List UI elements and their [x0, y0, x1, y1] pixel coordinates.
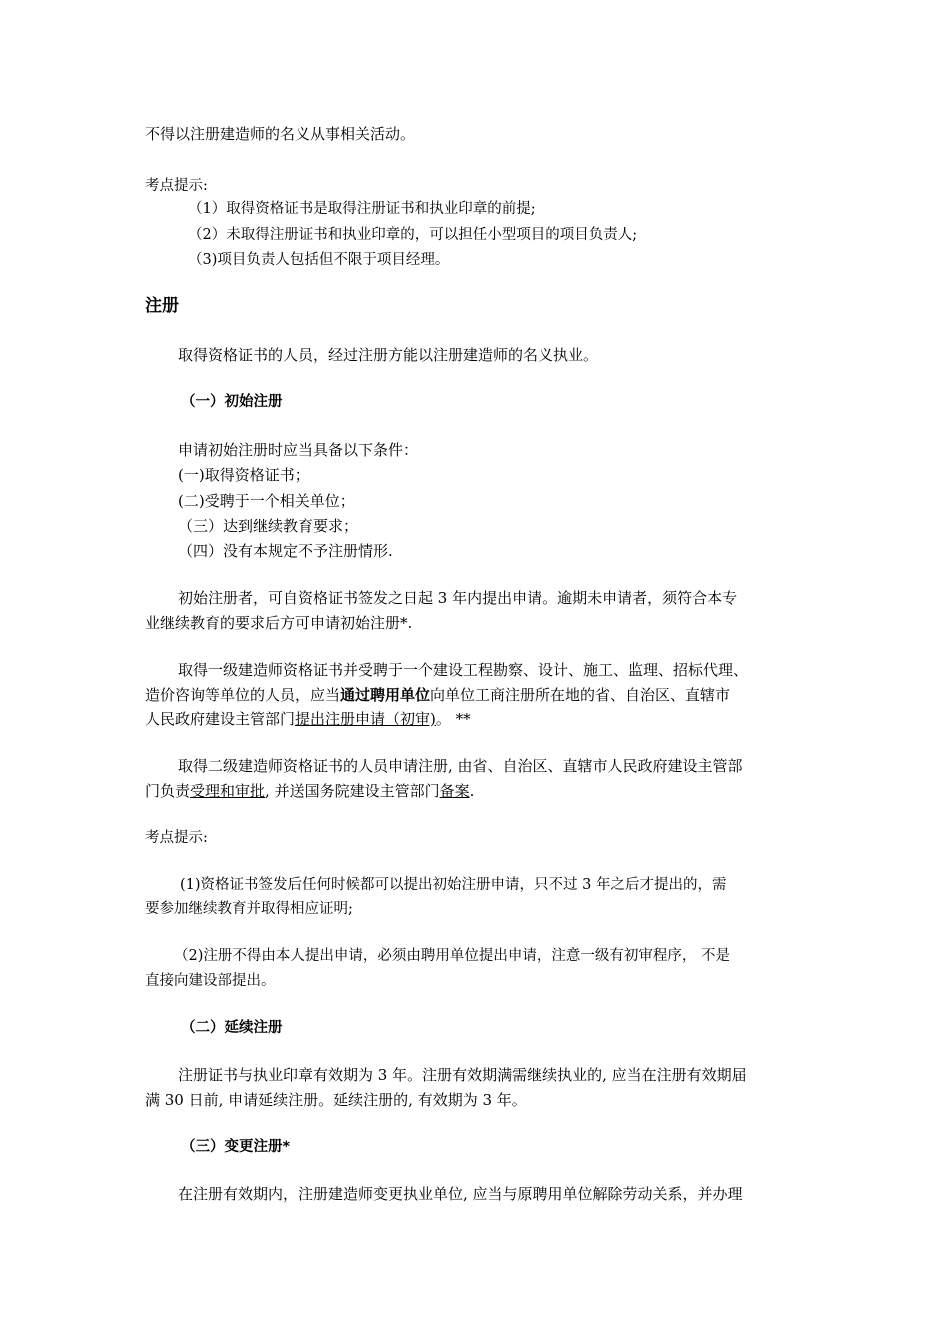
level2-underline-record: 备案	[439, 782, 470, 800]
tip2-item-1-line-1: (1)资格证书签发后任何时候都可以提出初始注册申请，只不过 3 年之后才提出的，需	[180, 877, 727, 893]
tip2-item-1-line-2: 要参加继续教育并取得相应证明;	[145, 901, 353, 917]
level1-text-c: 人民政府建设主管部门	[145, 710, 296, 728]
level1-paragraph-line-1: 取得一级建造师资格证书并受聘于一个建设工程勘察、设计、施工、监理、招标代理、	[178, 661, 749, 679]
conditions-intro: 申请初始注册时应当具备以下条件：	[178, 441, 419, 459]
initial-paragraph-line-1: 初始注册者，可自资格证书签发之日起 3 年内提出申请。逾期未申请者，须符合本专	[178, 589, 738, 607]
renewal-paragraph-line-1: 注册证书与执业印章有效期为 3 年。注册有效期满需继续执业的, 应当在注册有效期届	[178, 1066, 747, 1084]
level1-paragraph-line-3	[145, 709, 471, 729]
condition-3: （三）达到继续教育要求；	[178, 517, 359, 535]
tips1-item-1: （1）取得资格证书是取得注册证书和执业印章的前提;	[188, 201, 536, 217]
level2-text-b: , 并送国务院建设主管部门	[265, 782, 440, 800]
tip2-item-2-line-2: 直接向建设部提出。	[145, 973, 276, 989]
condition-2: (二)受聘于一个相关单位；	[178, 492, 355, 510]
section-initial-title: （一）初始注册	[181, 394, 283, 410]
tip2-item-2-line-1: （2)注册不得由本人提出申请，必须由聘用单位提出申请，注意一级有初审程序， 不是	[174, 948, 730, 964]
level2-text-c: .	[469, 782, 475, 800]
level1-text-b: 向单位工商注册所在地的省、自治区、直辖市	[430, 686, 731, 704]
condition-1: (一)取得资格证书；	[178, 466, 310, 484]
section-change-title: （三）变更注册*	[181, 1139, 291, 1155]
change-paragraph-line-1: 在注册有效期内，注册建造师变更执业单位, 应当与原聘用单位解除劳动关系，并办理	[178, 1185, 743, 1203]
renewal-paragraph-line-2: 满 30 日前, 申请延续注册。延续注册的, 有效期为 3 年。	[145, 1091, 527, 1109]
condition-4: （四）没有本规定不予注册情形.	[178, 542, 393, 560]
level1-paragraph-line-2	[145, 685, 730, 705]
level2-text-a: 门负责	[145, 782, 191, 800]
heading-register: 注册	[145, 296, 179, 316]
intro-end-line: 不得以注册建造师的名义从事相关活动。	[145, 125, 416, 143]
level1-underline-submit: 提出注册申请（初审)	[295, 710, 436, 728]
level2-paragraph-line-1: 取得二级建造师资格证书的人员申请注册, 由省、自治区、直辖市人民政府建设主管部	[178, 757, 743, 775]
tips1-item-3: （3)项目负责人包括但不限于项目经理。	[188, 252, 450, 268]
level1-bold-via-employer: 通过聘用单位	[340, 686, 431, 704]
level1-text-a: 造价咨询等单位的人员，应当	[145, 686, 341, 704]
level2-underline-review: 受理和审批	[190, 782, 266, 800]
tips1-item-2: （2）未取得注册证书和执业印章的，可以担任小型项目的项目负责人;	[188, 227, 638, 243]
tips2-title: 考点提示:	[145, 830, 208, 846]
tips1-title: 考点提示:	[145, 178, 208, 194]
register-paragraph: 取得资格证书的人员，经过注册方能以注册建造师的名义执业。	[178, 346, 599, 364]
initial-paragraph-line-2: 业继续教育的要求后方可申请初始注册*.	[145, 614, 413, 632]
level2-paragraph-line-2	[145, 781, 474, 801]
level1-text-d: 。 **	[435, 710, 471, 728]
section-renewal-title: （二）延续注册	[181, 1020, 283, 1036]
